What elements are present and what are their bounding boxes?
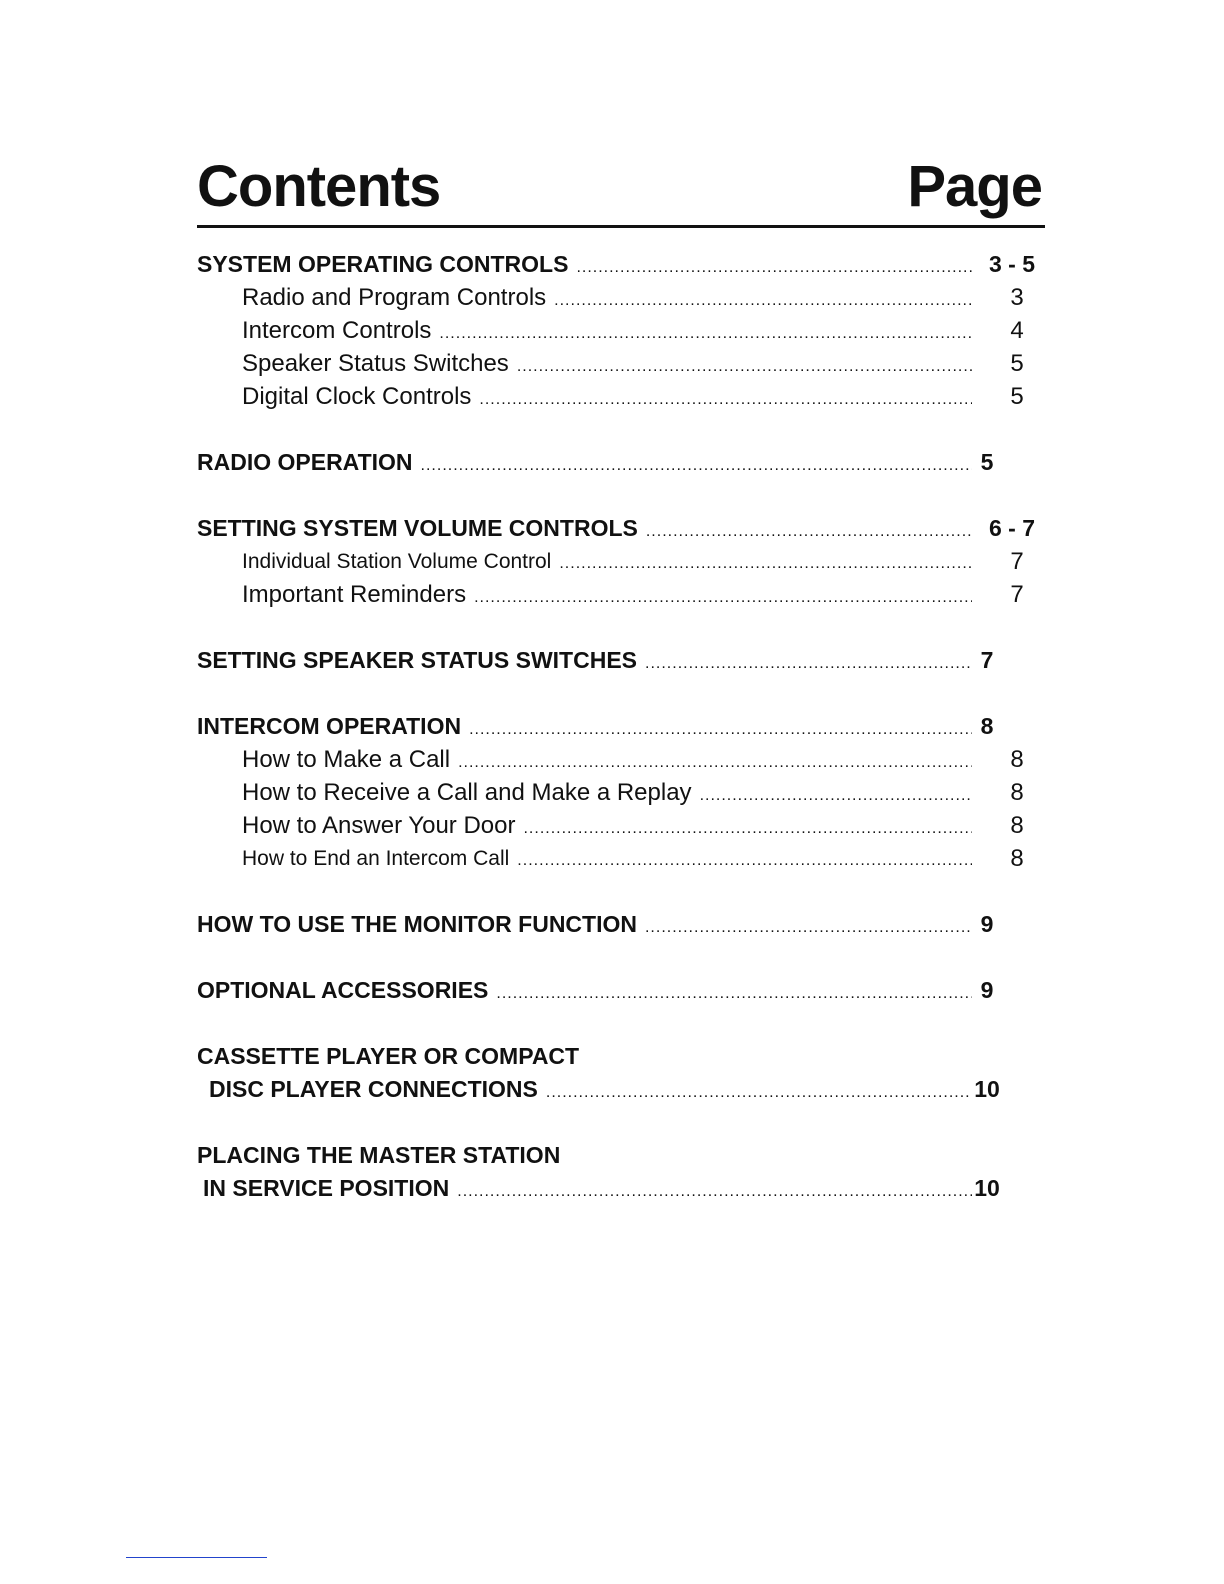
toc-section-label: SETTING SYSTEM VOLUME CONTROLS [197, 515, 646, 541]
toc-page-number: 5 [1010, 383, 1024, 410]
toc-page-number: 8 [1010, 812, 1024, 839]
toc-page-number: 8 [1010, 845, 1024, 872]
table-of-contents [197, 248, 1047, 1205]
toc-page-number: 5 [980, 449, 994, 475]
toc-page-number: 7 [1010, 581, 1024, 608]
toc-item-label: How to End an Intercom Call [242, 847, 517, 870]
header [197, 152, 1047, 222]
toc-section-label: SETTING SPEAKER STATUS SWITCHES [197, 647, 645, 673]
toc-page-number: 7 [980, 647, 994, 673]
toc-section-optional-accessories[interactable] [197, 974, 1047, 1007]
toc-page-number: 3 - 5 [988, 251, 1036, 277]
toc-page-number: 10 [974, 1175, 1000, 1201]
toc-section-monitor-function[interactable] [197, 908, 1047, 941]
toc-item[interactable] [197, 842, 1047, 875]
toc-page-number: 5 [1010, 350, 1024, 377]
toc-section-label: CASSETTE PLAYER OR COMPACT [197, 1043, 587, 1069]
page-column-label: Page [907, 154, 1042, 219]
footer-rule [126, 1557, 267, 1558]
toc-page-number: 8 [1010, 746, 1024, 773]
toc-page-number: 9 [980, 911, 994, 937]
toc-item[interactable] [197, 578, 1047, 611]
toc-item[interactable] [197, 281, 1047, 314]
toc-item-label: How to Receive a Call and Make a Replay [242, 779, 700, 806]
toc-section-cassette-player-line2[interactable] [197, 1073, 1047, 1106]
toc-item[interactable] [197, 743, 1047, 776]
toc-page-number: 4 [1010, 317, 1024, 344]
toc-section-cassette-player-line1[interactable] [197, 1040, 1047, 1073]
toc-page-number: 6 - 7 [988, 515, 1036, 541]
toc-item[interactable] [197, 347, 1047, 380]
contents-page [197, 152, 1047, 1201]
toc-item[interactable] [197, 809, 1047, 842]
toc-item[interactable] [197, 776, 1047, 809]
toc-item-label: Digital Clock Controls [242, 383, 479, 410]
toc-item-label: How to Answer Your Door [242, 812, 523, 839]
toc-page-number: 8 [1010, 779, 1024, 806]
toc-section-radio-operation[interactable] [197, 446, 1047, 479]
toc-item[interactable] [197, 545, 1047, 578]
toc-section-service-position-line1[interactable] [197, 1139, 1047, 1172]
toc-section-label: OPTIONAL ACCESSORIES [197, 977, 496, 1003]
toc-section-setting-speaker-status-switches[interactable] [197, 644, 1047, 677]
toc-item-label: Important Reminders [242, 581, 474, 608]
toc-section-label: IN SERVICE POSITION [203, 1175, 457, 1201]
toc-item-label: Speaker Status Switches [242, 350, 517, 377]
toc-section-service-position-line2[interactable] [197, 1172, 1047, 1205]
toc-section-label: SYSTEM OPERATING CONTROLS [197, 251, 576, 277]
toc-item[interactable] [197, 314, 1047, 347]
toc-item-label: Individual Station Volume Control [242, 550, 559, 573]
toc-section-setting-system-volume-controls[interactable] [197, 512, 1047, 545]
toc-section-system-operating-controls[interactable] [197, 248, 1047, 281]
toc-section-label: PLACING THE MASTER STATION [197, 1142, 568, 1168]
toc-section-label: DISC PLAYER CONNECTIONS [209, 1076, 546, 1102]
toc-section-label: HOW TO USE THE MONITOR FUNCTION [197, 911, 645, 937]
toc-page-number: 3 [1010, 284, 1024, 311]
toc-section-intercom-operation[interactable] [197, 710, 1047, 743]
toc-section-label: INTERCOM OPERATION [197, 713, 469, 739]
toc-item-label: How to Make a Call [242, 746, 458, 773]
toc-page-number: 9 [980, 977, 994, 1003]
toc-item-label: Radio and Program Controls [242, 284, 554, 311]
toc-page-number: 8 [980, 713, 994, 739]
toc-page-number: 7 [1010, 548, 1024, 575]
toc-item[interactable] [197, 380, 1047, 413]
header-rule [197, 225, 1045, 228]
toc-page-number: 10 [974, 1076, 1000, 1102]
toc-section-label: RADIO OPERATION [197, 449, 421, 475]
page-title: Contents [197, 154, 441, 219]
toc-item-label: Intercom Controls [242, 317, 439, 344]
